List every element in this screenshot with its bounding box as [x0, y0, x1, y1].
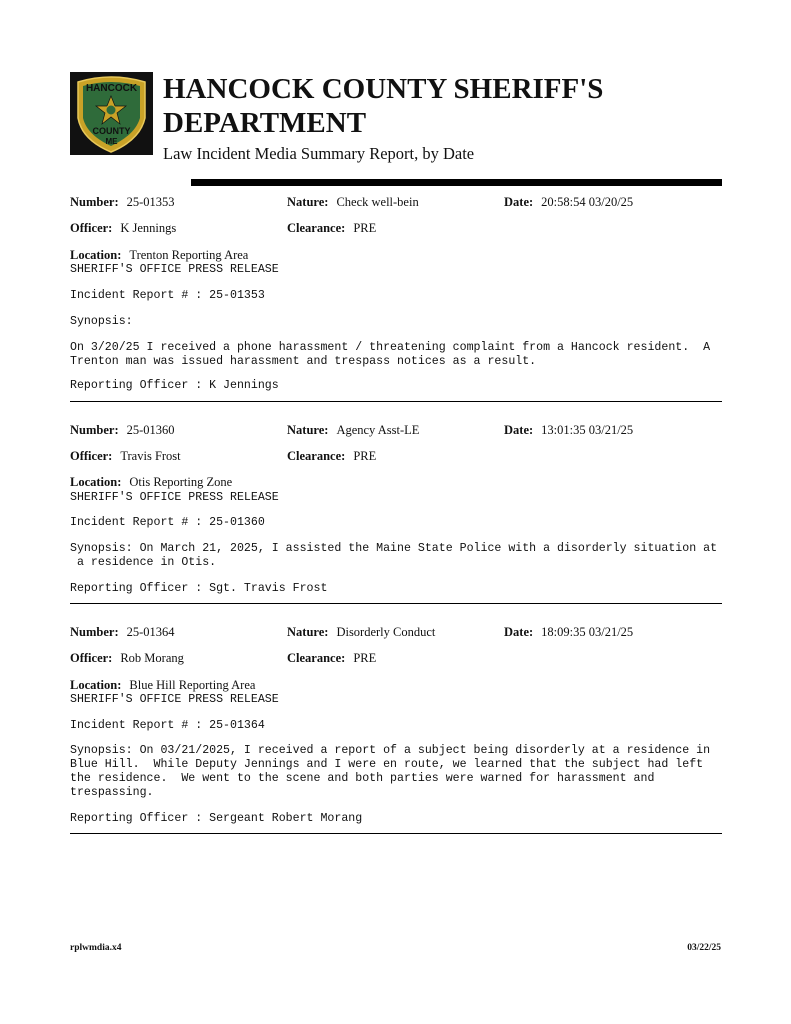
record-divider [70, 401, 722, 402]
location-field: Location: Otis Reporting Zone [70, 475, 233, 489]
synopsis-label: Synopsis: [70, 315, 133, 328]
reporting-officer: Reporting Officer : K Jennings [70, 379, 279, 392]
press-release-heading: SHERIFF'S OFFICE PRESS RELEASE [70, 693, 279, 706]
number-field: Number: 25-01360 [70, 423, 175, 437]
report-subtitle: Law Incident Media Summary Report, by Date [163, 144, 475, 163]
incident-report-number: Incident Report # : 25-01364 [70, 719, 265, 732]
date-field: Date: 18:09:35 03/21/25 [504, 625, 634, 639]
svg-text:HANCOCK: HANCOCK [85, 83, 138, 94]
header-divider [191, 179, 722, 186]
press-release-heading: SHERIFF'S OFFICE PRESS RELEASE [70, 491, 279, 504]
incident-report-number: Incident Report # : 25-01353 [70, 289, 265, 302]
clearance-field: Clearance: PRE [287, 449, 377, 463]
date-field: Date: 20:58:54 03/20/25 [504, 195, 634, 209]
clearance-field: Clearance: PRE [287, 651, 377, 665]
report-title-line2: DEPARTMENT [163, 107, 367, 139]
officer-field: Officer: Travis Frost [70, 449, 181, 463]
sheriff-badge-icon [70, 72, 153, 155]
press-release-heading: SHERIFF'S OFFICE PRESS RELEASE [70, 263, 279, 276]
nature-field: Nature: Disorderly Conduct [287, 625, 436, 639]
record-divider [70, 603, 722, 604]
clearance-field: Clearance: PRE [287, 221, 377, 235]
nature-field: Nature: Check well-bein [287, 195, 419, 209]
synopsis-text: Synopsis: On March 21, 2025, I assisted the Maine State Police with a disorderly situation at a residence in Otis. [70, 542, 718, 569]
officer-field: Officer: Rob Morang [70, 651, 184, 665]
svg-text:COUNTY: COUNTY [92, 126, 131, 136]
date-field: Date: 13:01:35 03/21/25 [504, 423, 634, 437]
nature-field: Nature: Agency Asst-LE [287, 423, 420, 437]
number-field: Number: 25-01353 [70, 195, 175, 209]
synopsis-text: On 3/20/25 I received a phone harassment / threatening complaint from a Hancock resident. A Trenton man was issued harassment and trespass notices as a result. [70, 341, 711, 368]
record-divider [70, 833, 722, 834]
reporting-officer: Reporting Officer : Sergeant Robert Morang [70, 812, 363, 825]
report-title-line1: HANCOCK COUNTY SHERIFF'S [163, 73, 604, 105]
print-date: 03/22/25 [687, 943, 721, 953]
incident-report-number: Incident Report # : 25-01360 [70, 516, 265, 529]
synopsis-text: Synopsis: On 03/21/2025, I received a report of a subject being disorderly at a residence in Blue Hill. While Deputy Jennings and I were en route, we learned that the subject had left the residence. We went to the scene and both parties were warned for harassment and trespassing. [70, 744, 711, 799]
svg-text:ME: ME [105, 137, 118, 146]
location-field: Location: Trenton Reporting Area [70, 248, 249, 262]
location-field: Location: Blue Hill Reporting Area [70, 678, 256, 692]
number-field: Number: 25-01364 [70, 625, 175, 639]
reporting-officer: Reporting Officer : Sgt. Travis Frost [70, 582, 328, 595]
officer-field: Officer: K Jennings [70, 221, 177, 235]
title-block [163, 72, 723, 164]
report-code: rplwmdia.x4 [70, 943, 122, 953]
